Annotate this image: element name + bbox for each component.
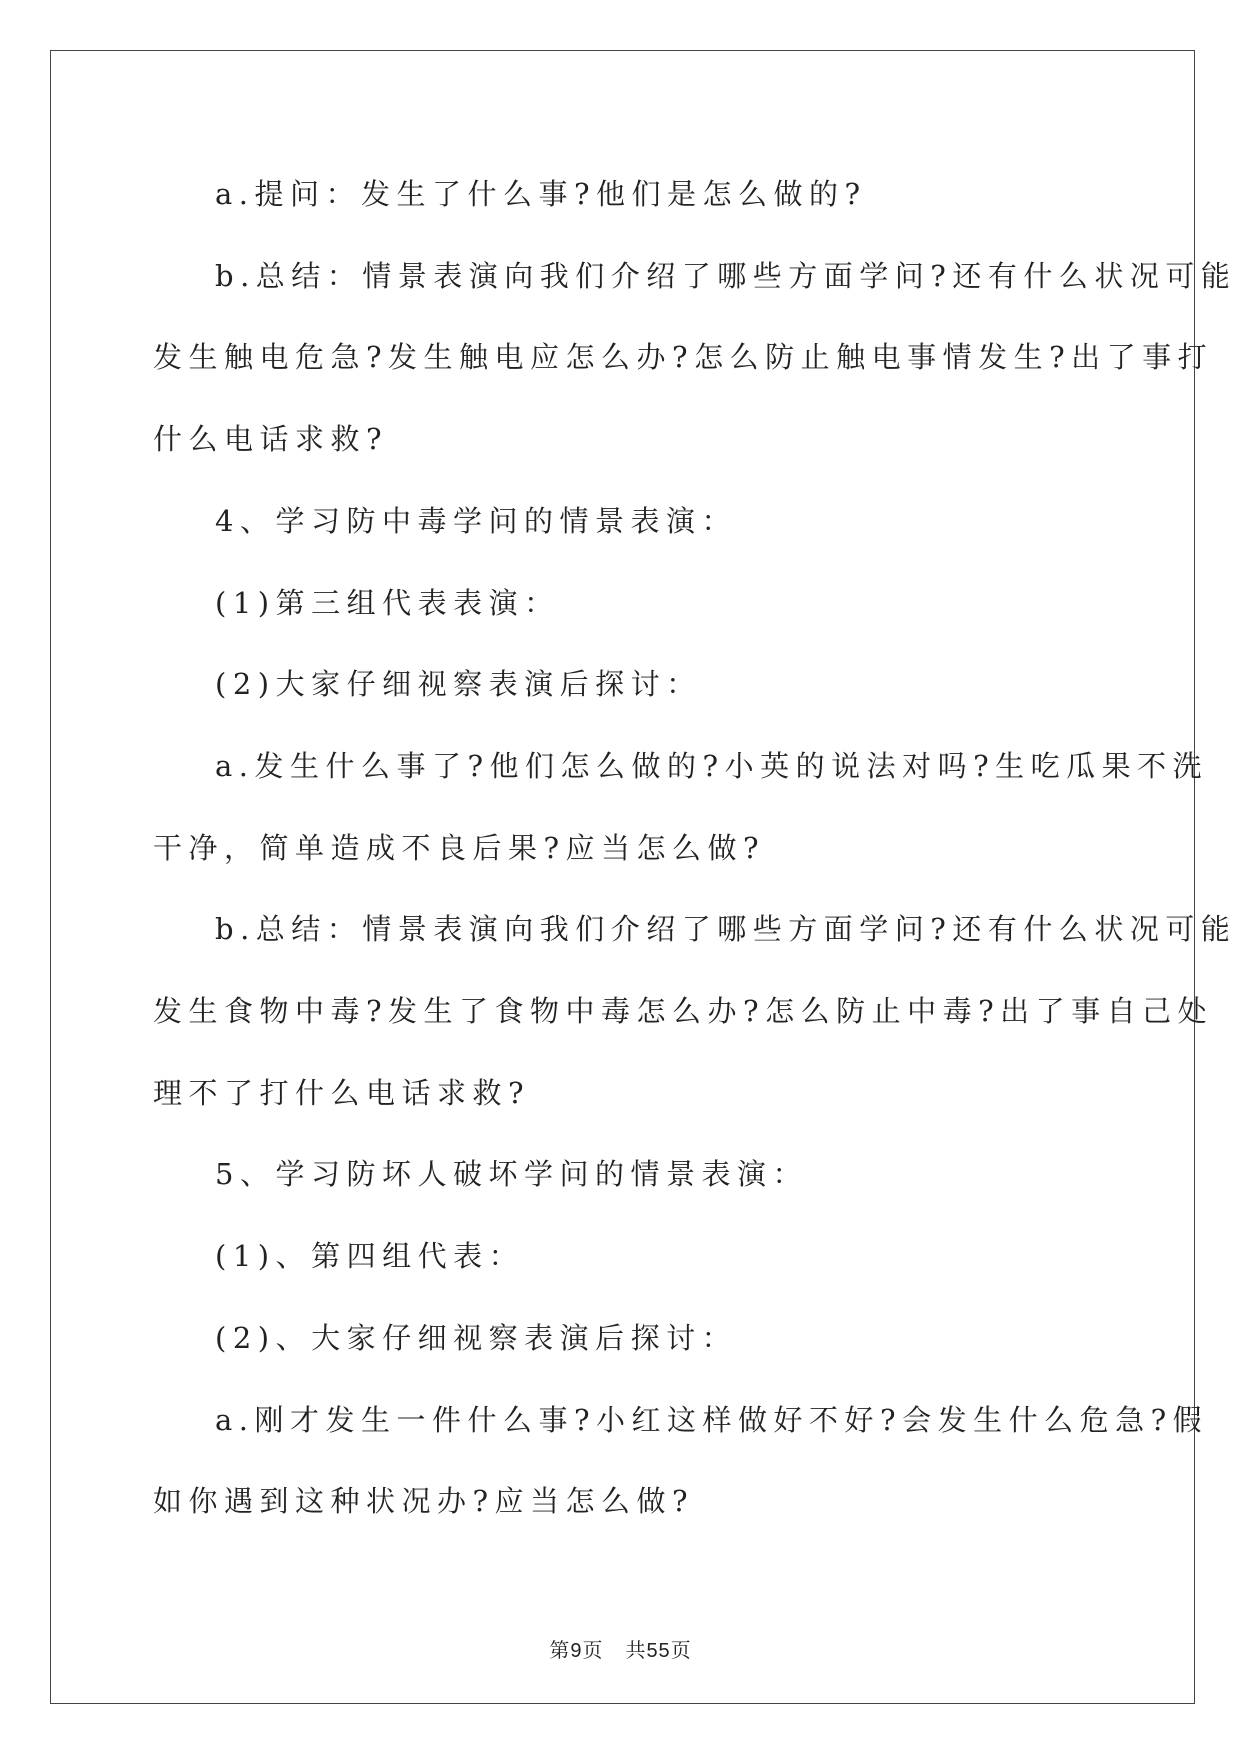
- paragraph: (2)、大家仔细视察表演后探讨：: [215, 1320, 738, 1355]
- paragraph: 4、学习防中毒学问的情景表演：: [215, 503, 737, 538]
- paragraph: b.总结：情景表演向我们介绍了哪些方面学问?还有什么状况可能: [215, 258, 1237, 293]
- paragraph: a.发生什么事了?他们怎么做的?小英的说法对吗?生吃瓜果不洗: [215, 748, 1209, 783]
- footer-total-prefix: 共: [625, 1638, 647, 1662]
- paragraph: a.提问：发生了什么事?他们是怎么做的?: [215, 177, 867, 211]
- paragraph-continuation: 如你遇到这种状况办?应当怎么做?: [153, 1484, 695, 1519]
- current-page-number: 9: [570, 1640, 583, 1662]
- paragraph-continuation: 理不了打什么电话求救?: [153, 1075, 531, 1110]
- paragraph-continuation: 发生触电危急?发生触电应怎么办?怎么防止触电事情发生?出了事打: [153, 340, 1214, 375]
- paragraph: b.总结：情景表演向我们介绍了哪些方面学问?还有什么状况可能: [215, 912, 1237, 947]
- footer-prefix: 第: [549, 1638, 571, 1662]
- paragraph: a.刚才发生一件什么事?小红这样做好不好?会发生什么危急?假: [215, 1402, 1209, 1437]
- paragraph: (1)第三组代表表演：: [215, 585, 560, 620]
- paragraph: (2)大家仔细视察表演后探讨：: [215, 667, 702, 702]
- footer-total-suffix: 页: [670, 1638, 692, 1662]
- paragraph-continuation: 什么电话求救?: [153, 422, 389, 457]
- total-page-count: 55: [646, 1640, 671, 1662]
- paragraph-continuation: 干净，简单造成不良后果?应当怎么做?: [153, 830, 766, 865]
- paragraph: 5、学习防坏人破坏学问的情景表演：: [215, 1157, 808, 1192]
- footer-page-suffix: 页: [582, 1638, 604, 1662]
- paragraph-continuation: 发生食物中毒?发生了食物中毒怎么办?怎么防止中毒?出了事自己处: [153, 994, 1214, 1029]
- document-body: [153, 154, 1237, 1543]
- paragraph: (1)、第四组代表：: [215, 1239, 525, 1274]
- page-footer: [0, 1634, 1241, 1663]
